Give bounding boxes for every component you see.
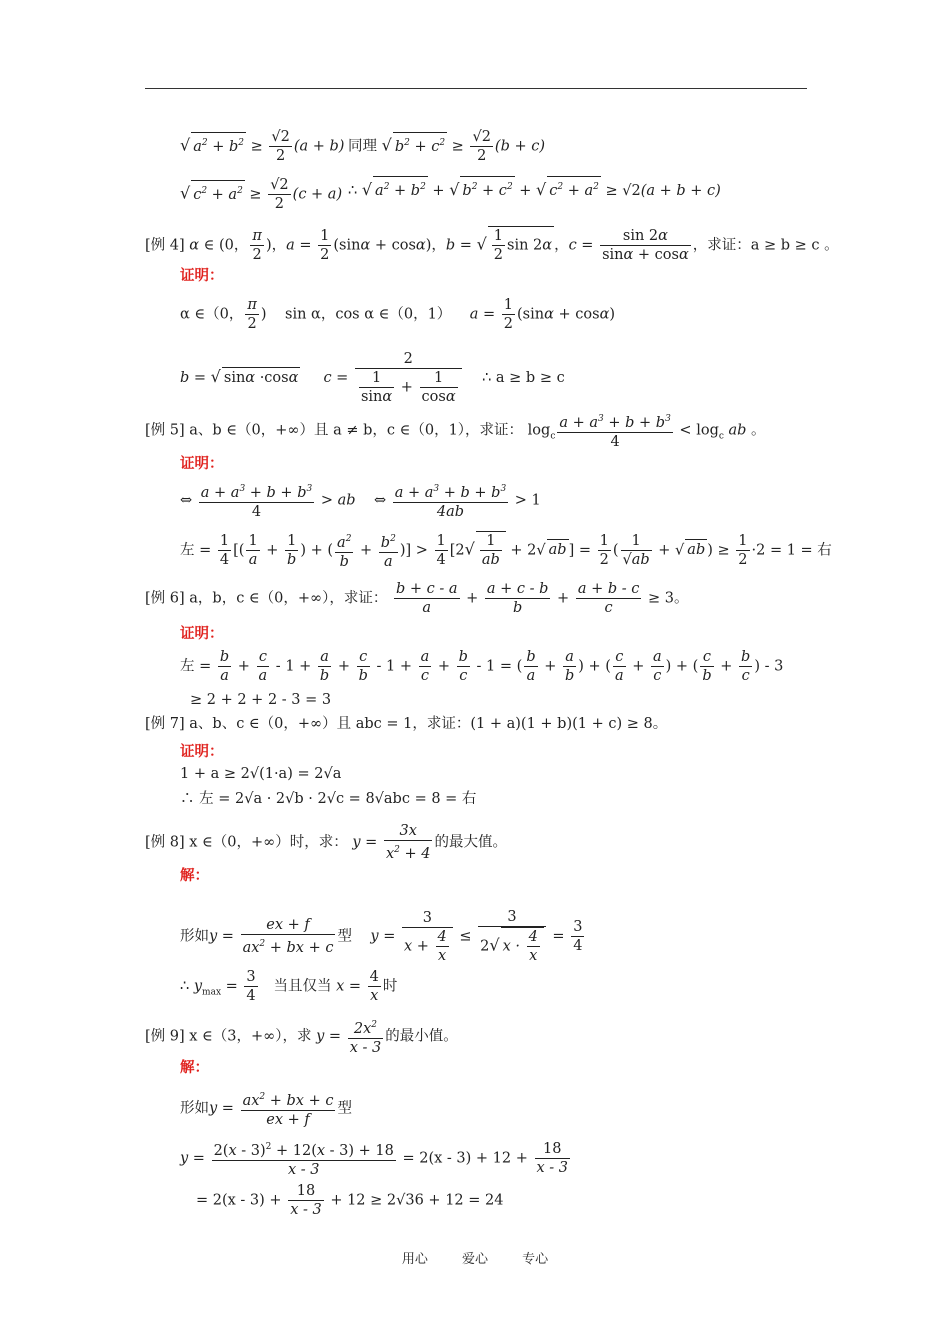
- example-5: [例 5] a、b ∈（0，+∞）且 a ≠ b，c ∈（0，1），求证： $\log_c$ $\frac{a + a^3 + b + b^3}{4}$ < $\log_c$ ab 。: [145, 410, 766, 451]
- example-9-tag: [例 9]: [145, 1028, 185, 1045]
- form-prefix: 形如: [180, 1100, 209, 1117]
- alpha-range: α ∈（0，: [180, 306, 244, 323]
- example-6: [例 6] a，b，c ∈（0，+∞），求证： $\frac{b + c - a}{a}$ + $\frac{a + c - b}{b}$ + $\frac{a + b - c}{c}$ ≥ 3。: [145, 581, 689, 616]
- example-8-tail: 的最大值。: [434, 834, 507, 851]
- proof-6-line-2: ≥ 2 + 2 + 2 - 3 = 3: [190, 692, 332, 708]
- solution-label-8: 解：: [180, 867, 209, 884]
- solution-9-line-1: 形如y = $\frac{ax^2 + bx + c}{ex + f}$ 型: [180, 1088, 352, 1129]
- proof-5-line-2: 左 = $\frac{1}{4}$ [( $\frac{1}{a}$ + $\frac{1}{b}$ ) + ( $\frac{a^2}{b}$ + $\frac{b^2}{a}$ )] > $\frac{1}{4}$ [2√ $\frac{1}{ab}$ + 2√ ab ] = $\frac{1}{2}$ ( $\frac{1}{√ab}$ + √ ab ) ≥ $\frac{1}{2}$ ·2 = 1 = 右: [180, 530, 832, 571]
- proof-label-5: 证明：: [180, 455, 224, 472]
- same-reason-label: 同理: [348, 138, 377, 155]
- proof-6-line-1: 左 = $\frac{b}{a}$ + $\frac{c}{a}$ - 1 + $\frac{a}{b}$ + $\frac{c}{b}$ - 1 + $\frac{a}{c}$ + $\frac{b}{c}$ - 1 = ( $\frac{b}{a}$ + $\frac{a}{b}$ ) + ( $\frac{c}{a}$ + $\frac{a}{c}$ ) + ( $\frac{c}{b}$ + $\frac{b}{c}$ ) - 3: [180, 649, 784, 684]
- sin-cos-range: sin α，cos α ∈（0，1）: [285, 306, 452, 323]
- proof-label-6: 证明：: [180, 625, 224, 642]
- example-7-tag: [例 7]: [145, 716, 185, 732]
- form-prefix: 形如: [180, 928, 209, 945]
- header-rule: [145, 88, 807, 89]
- solution-9-line-3: = 2(x - 3) + $\frac{18}{x - 3}$ + 12 ≥ 2√36 + 12 = 24: [196, 1183, 504, 1218]
- inequality-bc: 同理 √ $b^2 + c^2$ ≥ $\frac{√2}{2}$ (b + c): [348, 129, 546, 164]
- example-6-text: a，b，c ∈（0，+∞），求证：: [189, 590, 388, 607]
- example-4-tag: [例 4]: [145, 237, 185, 254]
- example-9-text: x ∈（3，+∞），求: [189, 1028, 312, 1045]
- solution-9-line-2-tail: = 2(x - 3) + 12 +: [402, 1150, 528, 1167]
- solution-9-line-3-head: = 2(x - 3) +: [196, 1192, 282, 1209]
- conclusion-4: ∴ a ≥ b ≥ c: [482, 370, 565, 386]
- proof-label-7: 证明：: [180, 743, 224, 760]
- solution-8-line-1: 形如y = $\frac{ex + f}{ax^2 + bx + c}$ 型 y = 3 x + $\frac{4}{x}$ ≤ 3 2√ x · $\frac{4}{x}$ = $\frac{3}{4}$: [180, 909, 583, 964]
- example-7: [145, 714, 667, 734]
- when-only-when: 当且仅当: [273, 978, 332, 995]
- solution-9-line-3-tail: + 12 ≥ 2√36 + 12 = 24: [330, 1192, 504, 1209]
- example-5-text: a、b ∈（0，+∞）且 a ≠ b，c ∈（0，1），求证：: [189, 422, 524, 439]
- example-4: [例 4] α ∈ (0， $\frac{\pi}{2}$ )，a = $\frac{1}{2}$ (sinα + cosα)，b = √ $\frac{1}{2}$ sin 2α ，c = $\frac{\sin 2\alpha}{\sin\alpha + \cos\alpha}$ ，求证：a ≥ b ≥ c 。: [145, 228, 839, 263]
- solution-8-line-2: ∴ $y_{max}$ = $\frac{3}{4}$ 当且仅当 x = $\frac{4}{x}$ 时: [180, 969, 398, 1004]
- solution-label-9: 解：: [180, 1059, 209, 1076]
- proof-label-4: 证明：: [180, 267, 224, 284]
- example-6-tag: [例 6]: [145, 590, 185, 607]
- example-8-tag: [例 8]: [145, 834, 185, 851]
- example-7-text: a、b、c ∈（0，+∞）且 abc = 1，求证：(1 + a)(1 + b)(1 + c) ≥ 8。: [189, 716, 668, 732]
- proof-4-line-2: b = √ sinα ·cosα c = 2 $\frac{1}{\sin\alpha}$ + $\frac{1}{\cos\alpha}$ ∴ a ≥ b ≥ c: [180, 351, 565, 405]
- example-5-tag: [例 5]: [145, 422, 185, 439]
- example-9-tail: 的最小值。: [385, 1028, 458, 1045]
- proof-4-line-1: α ∈（0， $\frac{\pi}{2}$ ) sin α，cos α ∈（0，1） a = $\frac{1}{2}$ (sinα + cosα): [180, 297, 616, 332]
- page-footer: 用心 爱心 专心: [401, 1252, 549, 1267]
- proof-7-line-1: 1 + a ≥ 2√(1·a) = 2√a: [180, 766, 342, 782]
- proof-7-line-2: ∴ 左 = 2√a · 2√b · 2√c = 8√abc = 8 = 右: [180, 791, 477, 807]
- example-6-tail: ≥ 3。: [647, 590, 689, 607]
- proof-5-line-1: ⇔ $\frac{a + a^3 + b + b^3}{4}$ > ab ⇔ $\frac{a + a^3 + b + b^3}{4ab}$ > 1: [180, 480, 541, 521]
- inequality-ab: √ $a^2 + b^2$ ≥ $\frac{√2}{2}$ (a + b): [180, 129, 345, 164]
- example-4-tail: ，求证：a ≥ b ≥ c 。: [692, 237, 839, 254]
- example-8-text: x ∈（0，+∞）时，求：: [189, 834, 348, 851]
- inequality-ca: √ $c^2 + a^2$ ≥ $\frac{√2}{2}$ (c + a): [180, 177, 343, 212]
- example-9: [例 9] x ∈（3，+∞），求 y = $\frac{2x^2}{x - 3}$ 的最小值。: [145, 1016, 458, 1057]
- form-suffix: 型: [337, 1100, 352, 1117]
- inequality-sum: ∴ √ $a^2 + b^2$ + √ $b^2 + c^2$ + √ $c^2 + a^2 \ge √2(a + b + c)$: [348, 176, 721, 201]
- form-suffix: 型: [337, 928, 352, 945]
- solution-9-line-2: y = $\frac{2(x - 3)^2 + 12(x - 3) + 18}{x - 3}$ = 2(x - 3) + 12 + $\frac{18}{x - 3}$: [180, 1138, 572, 1179]
- when-tail: 时: [382, 978, 398, 995]
- example-8: [例 8] x ∈（0，+∞）时，求： y = $\frac{3x}{x^2 + 4}$ 的最大值。: [145, 823, 507, 862]
